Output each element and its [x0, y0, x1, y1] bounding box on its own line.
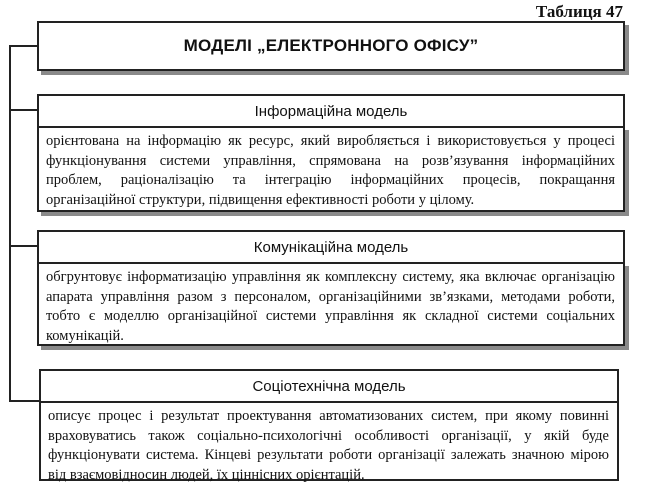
sociotechnical-model-header: [39, 369, 619, 403]
communication-model-description: обгрунтовує інформатизацію управління як комплексну систему, яка включає організацію апарата управління разом з персоналом, організаційними зв’язками, методами роботи, тобто є моделлю організаційної системи управління як складної системи соціальних комунікацій.: [37, 262, 625, 346]
diagram-title-box: [37, 21, 625, 71]
sociotechnical-model-description: описує процес і результат проектування автоматизованих систем, при якому повинні враховуватись також соціально-психологічні особливості організації, у якій буде функціонувати система. Кінцеві результати роботи організації залежать значною мірою від взаємовідносин людей, їх ціннісних орієнтацій.: [39, 401, 619, 481]
information-model-name: Інформаційна модель: [254, 102, 408, 120]
information-model-header: [37, 94, 625, 128]
connector-communication-model: [9, 245, 37, 247]
connector-title: [9, 45, 37, 47]
communication-model-name: Комунікаційна модель: [253, 238, 409, 256]
table-number: Таблиця 47: [535, 2, 623, 21]
diagram-title: МОДЕЛІ „ЕЛЕКТРОННОГО ОФІСУ”: [183, 36, 479, 55]
connector-information-model: [9, 109, 37, 111]
connector-sociotechnical-model: [9, 400, 39, 402]
sociotechnical-model-name: Соціотехнічна модель: [252, 377, 406, 395]
communication-model-header: [37, 230, 625, 264]
tree-spine-line: [9, 45, 11, 402]
information-model-description: орієнтована на інформацію як ресурс, який виробляється і використовується у процесі функціонування системи управління, спрямована на розв’язування інформаційних проблем, раціоналізацію та інтеграцію інформаційних процесів, покращання організаційної структури, підвищення ефективності роботи у цілому.: [37, 126, 625, 212]
